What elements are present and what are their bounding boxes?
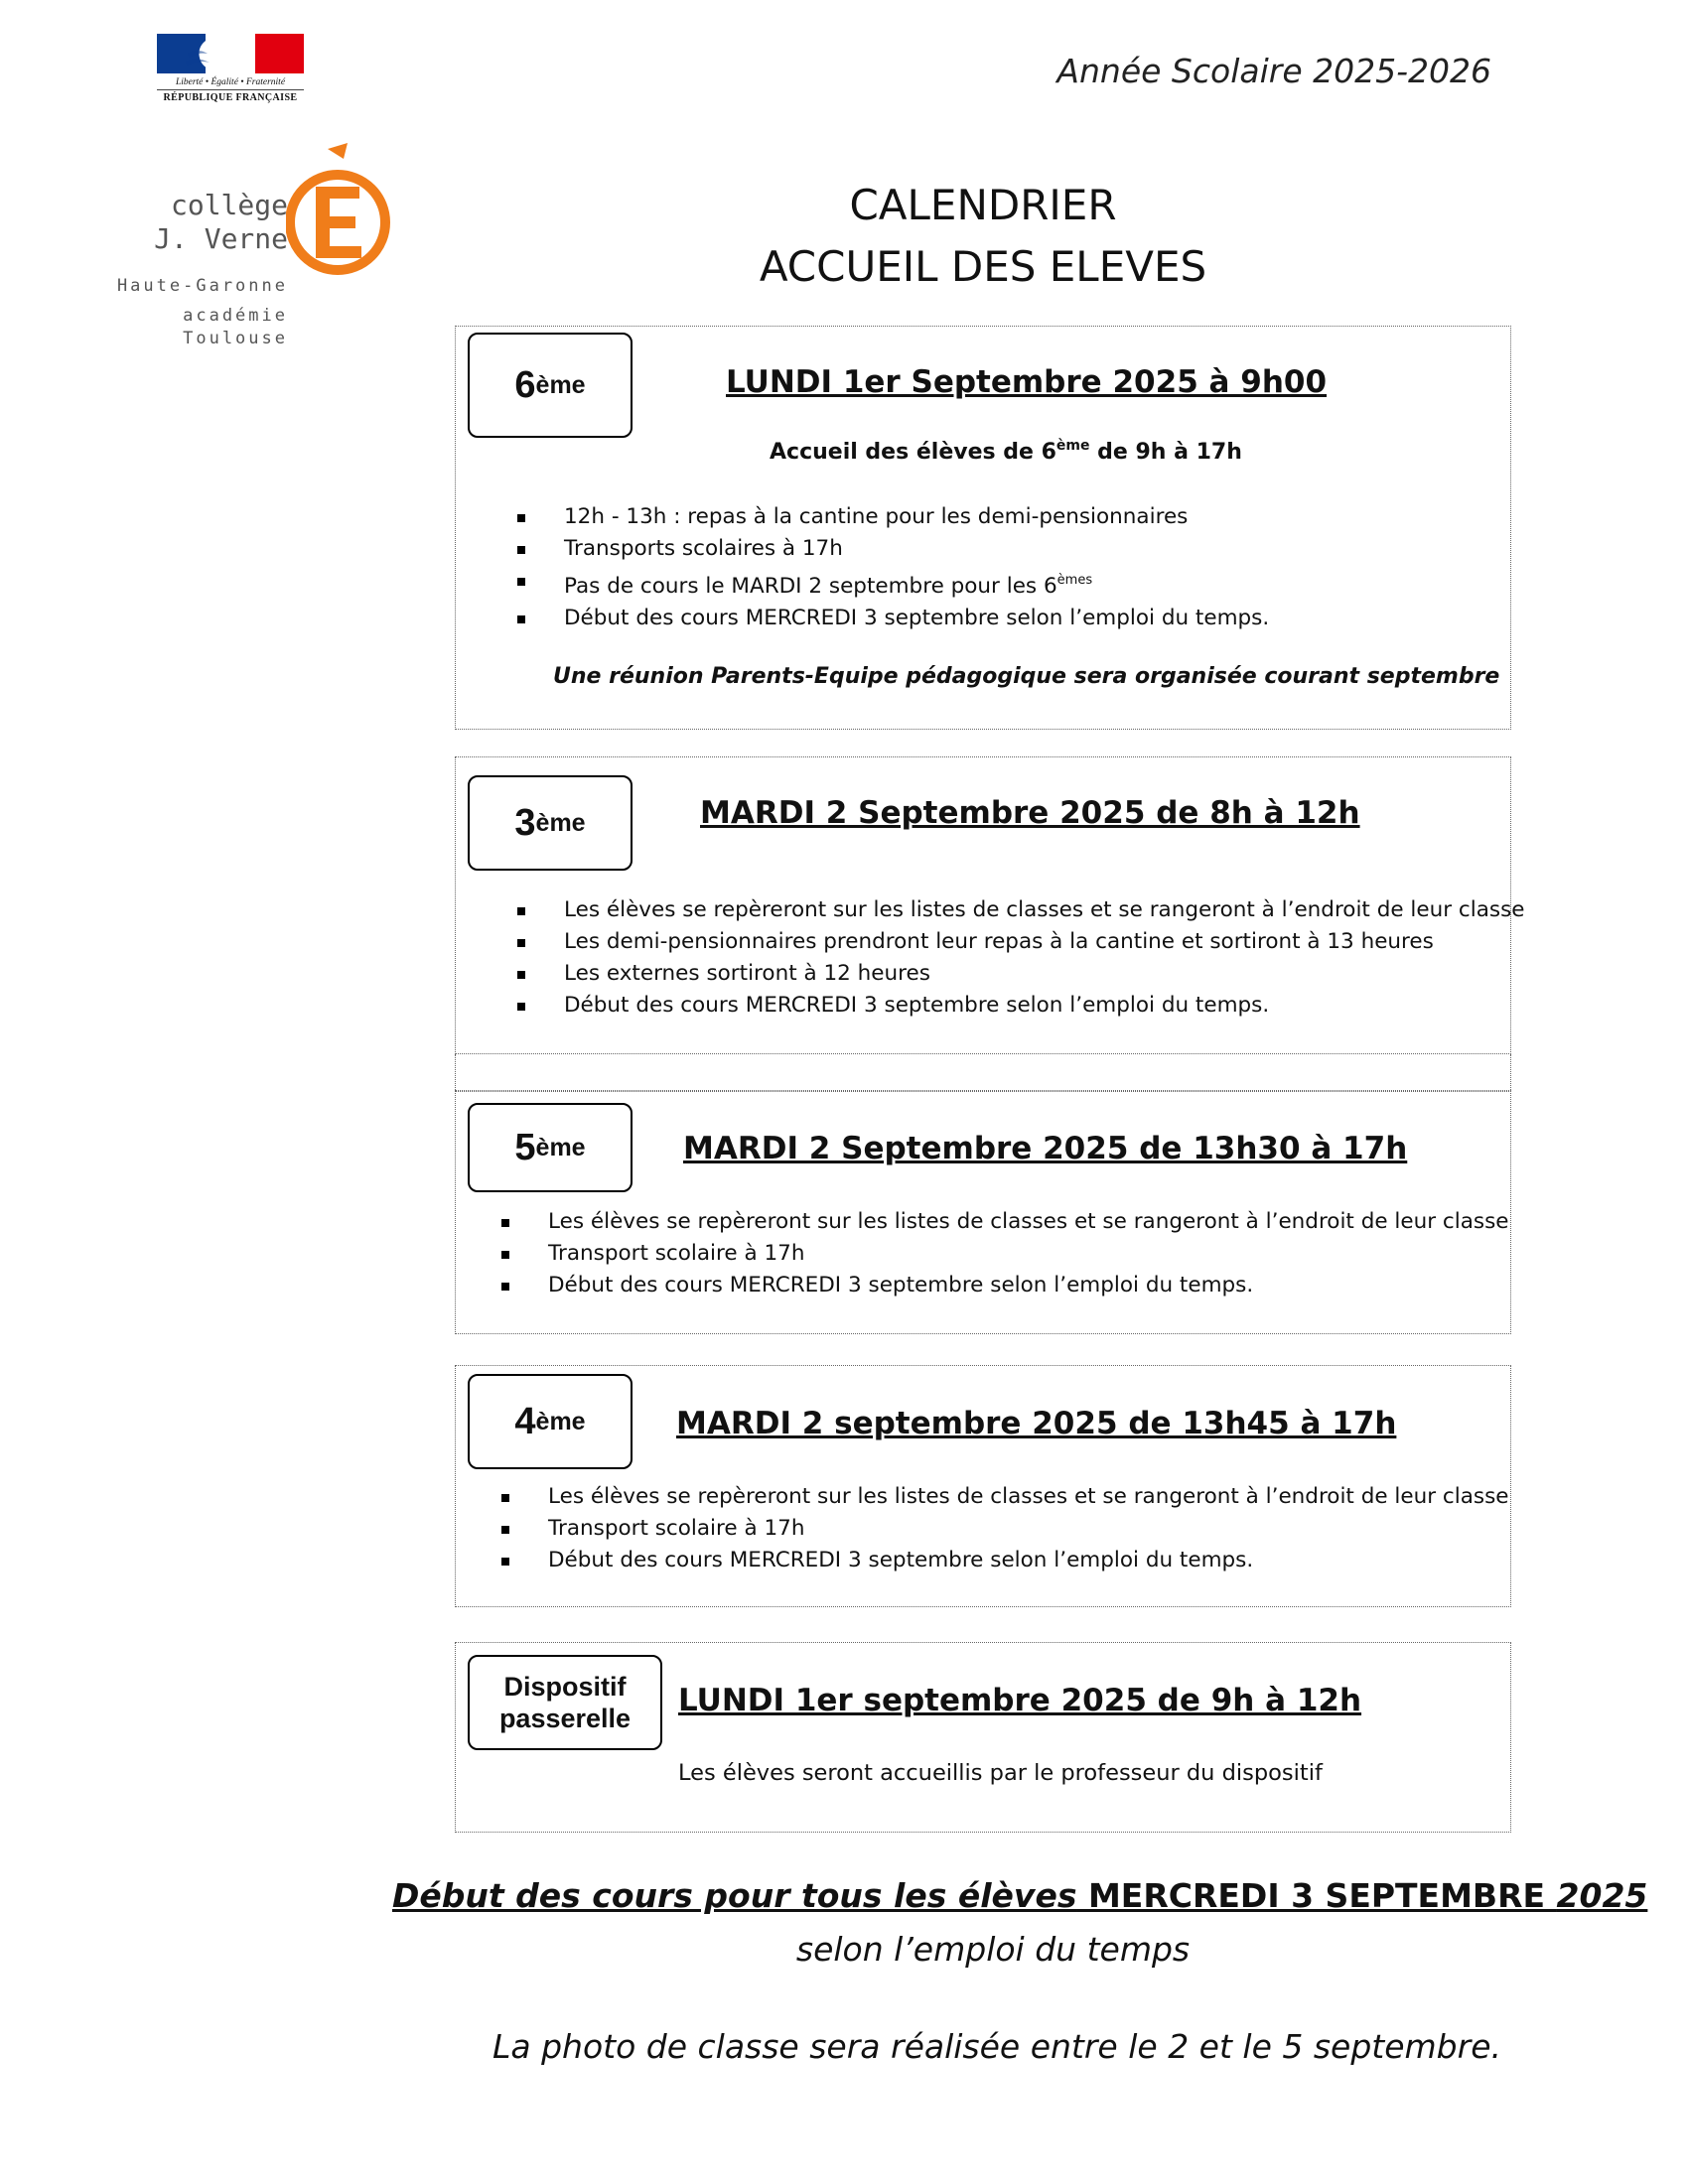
section-subheading <box>770 438 1242 465</box>
title-line1: CALENDRIER <box>849 181 1117 229</box>
list-item: Début des cours MERCREDI 3 septembre selon l’emploi du temps. <box>517 603 1269 634</box>
section-6eme <box>455 326 1511 730</box>
section-heading: LUNDI 1er Septembre 2025 à 9h00 <box>726 364 1328 400</box>
subhead-text: Accueil des élèves de 6 <box>770 440 1056 465</box>
level-suffix: ème <box>535 1133 586 1161</box>
section-heading: MARDI 2 septembre 2025 de 13h45 à 17h <box>676 1406 1397 1441</box>
list-item: Début des cours MERCREDI 3 septembre selon l’emploi du temps. <box>501 1545 1509 1576</box>
list-item: Transports scolaires à 17h <box>517 533 1269 565</box>
college-academy-line2: Toulouse <box>183 329 288 348</box>
list-item: Transport scolaire à 17h <box>501 1238 1509 1270</box>
college-e-logo-icon <box>286 141 405 290</box>
section-3eme <box>455 756 1525 1054</box>
section-5eme <box>455 1090 1511 1334</box>
college-name-line2: J. Verne <box>154 222 288 255</box>
section-divider <box>455 1054 1511 1092</box>
list-item <box>517 565 1269 603</box>
level-number: 3 <box>514 801 536 844</box>
list-item: 12h - 13h : repas à la cantine pour les demi-pensionnaires <box>517 501 1269 533</box>
list-item-text: Pas de cours le MARDI 2 septembre pour les 6 <box>564 574 1057 599</box>
list-item: Les élèves se repèreront sur les listes de classes et se rangeront à l’endroit de leur classe <box>517 894 1525 926</box>
college-academy-line1: académie <box>183 306 288 326</box>
school-year: Année Scolaire 2025-2026 <box>1056 52 1491 90</box>
footer-start-label: Début des cours pour tous les élèves <box>392 1876 1077 1915</box>
badge-line1: Dispositif <box>503 1672 627 1702</box>
college-logo <box>116 139 437 357</box>
list-item: Début des cours MERCREDI 3 septembre selon l’emploi du temps. <box>517 990 1525 1022</box>
level-number: 4 <box>514 1400 536 1442</box>
title-line2: ACCUEIL DES ELEVES <box>759 242 1207 291</box>
section-dispositif-passerelle <box>455 1642 1511 1833</box>
college-name-line1: collège <box>170 189 288 221</box>
level-badge-5eme <box>468 1103 633 1192</box>
meeting-note: Une réunion Parents-Equipe pédagogique sera organisée courant septembre <box>553 664 1500 689</box>
level-number: 5 <box>514 1126 536 1168</box>
footer-class-photo: La photo de classe sera réalisée entre le 2 et le 5 septembre. <box>492 2027 1501 2066</box>
republique-francaise-logo <box>157 34 306 103</box>
list-item: Les externes sortiront à 12 heures <box>517 958 1525 990</box>
level-suffix: ème <box>535 1407 586 1435</box>
list-item: Début des cours MERCREDI 3 septembre selon l’emploi du temps. <box>501 1270 1509 1301</box>
bullet-list <box>501 1206 1509 1301</box>
list-item: Les demi-pensionnaires prendront leur repas à la cantine et sortiront à 13 heures <box>517 926 1525 958</box>
list-item: Les élèves se repèreront sur les listes de classes et se rangeront à l’endroit de leur classe <box>501 1481 1509 1513</box>
level-badge-6eme <box>468 333 633 438</box>
level-suffix: ème <box>535 808 586 837</box>
footer-start-year: 2025 <box>1556 1876 1648 1915</box>
footer-schedule-note: selon l’emploi du temps <box>795 1930 1191 1969</box>
level-badge-passerelle <box>468 1655 662 1750</box>
level-number: 6 <box>514 363 536 406</box>
list-item: Les élèves se repèreront sur les listes de classes et se rangeront à l’endroit de leur classe <box>501 1206 1509 1238</box>
level-badge-4eme <box>468 1374 633 1469</box>
section-heading: MARDI 2 Septembre 2025 de 13h30 à 17h <box>683 1131 1408 1166</box>
bullet-list <box>501 1481 1509 1576</box>
republic-name: RÉPUBLIQUE FRANÇAISE <box>157 89 304 103</box>
list-item-sup: èmes <box>1056 573 1093 588</box>
bullet-list <box>517 894 1525 1022</box>
bullet-list <box>517 501 1269 634</box>
badge-line2: passerelle <box>498 1704 632 1733</box>
republic-motto: Liberté • Égalité • Fraternité <box>175 77 286 87</box>
subhead-text-end: de 9h à 17h <box>1089 440 1242 465</box>
footer-start-date <box>392 1876 1647 1915</box>
section-heading: LUNDI 1er septembre 2025 de 9h à 12h <box>678 1683 1362 1718</box>
list-item: Transport scolaire à 17h <box>501 1513 1509 1545</box>
footer-start-day: MERCREDI 3 SEPTEMBRE <box>1076 1876 1557 1915</box>
section-4eme <box>455 1365 1511 1607</box>
page-title <box>695 175 1271 298</box>
section-text: Les élèves seront accueillis par le professeur du dispositif <box>678 1760 1323 1786</box>
subhead-sup: ème <box>1055 438 1090 454</box>
college-region: Haute-Garonne <box>116 276 288 296</box>
level-suffix: ème <box>535 370 586 399</box>
level-badge-3eme <box>468 775 633 871</box>
marianne-flag-icon <box>157 34 304 73</box>
section-heading: MARDI 2 Septembre 2025 de 8h à 12h <box>700 795 1360 831</box>
